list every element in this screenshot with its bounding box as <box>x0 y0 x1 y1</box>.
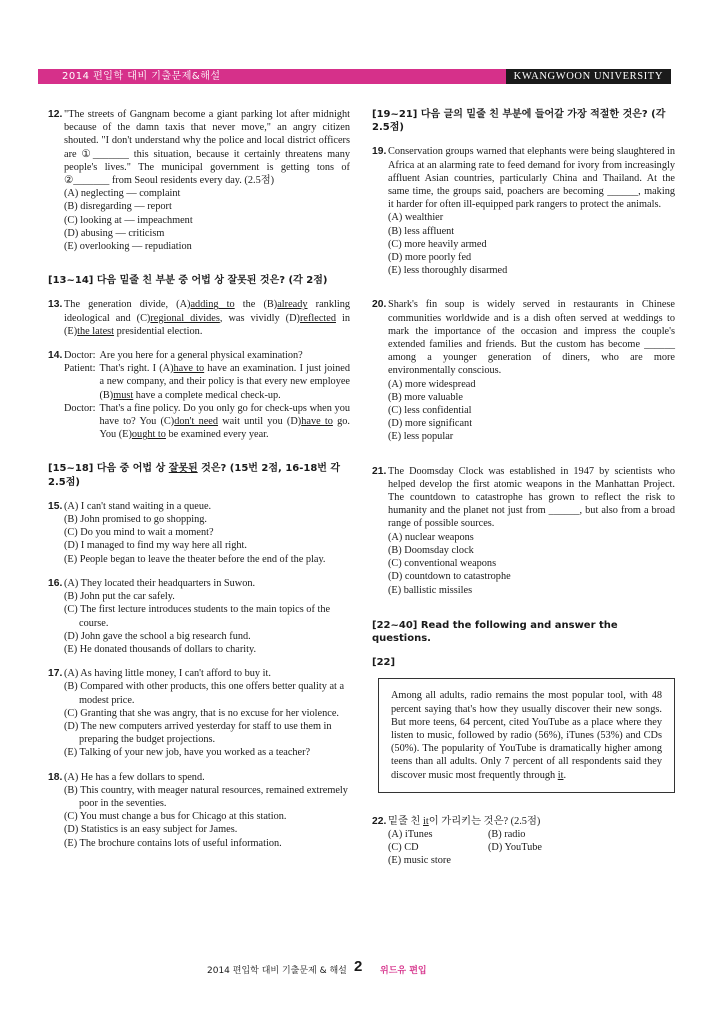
question-number: 19. <box>372 146 387 158</box>
footer-brand: 위드유 편입 <box>380 966 427 976</box>
option-e: (E) He donated thousands of dollars to charity. <box>64 643 257 655</box>
left-column <box>48 108 350 850</box>
question-text: Shark's fin soup is widely served in restaurants in Chinese communities worldwide and is a dish often served at weddings to mark the importance of the occasion and impress the couple's extended families and friends. But the custom has become ______ among a younger generation of diners, who are more environmentally conscious. <box>388 299 675 377</box>
question-number: 20. <box>372 299 387 311</box>
question-text: The generation divide, (A)adding to the (B)already rankling ideological and (C)regional divides, was vividly (D)reflected in (E)the latest presidential election. <box>64 299 351 337</box>
option-c: (C) CD <box>388 842 419 854</box>
option-d: (D) The new computers arrived yesterday for staff to use them in preparing the budget projections. <box>64 720 332 746</box>
speaker-label: Patient: <box>64 363 96 375</box>
option-c: (C) more heavily armed <box>388 238 487 250</box>
question-22 <box>372 815 675 868</box>
option-b: (B) Compared with other products, this one offers better quality at a modest price. <box>64 681 345 706</box>
option-d: (D) Statistics is an easy subject for James. <box>64 824 238 836</box>
question-19 <box>372 145 675 277</box>
footer-title: 2014 편입학 대비 기출문제 & 해설 <box>207 966 347 976</box>
question-text: 밑줄 친 it이 가리키는 것은? (2.5점) <box>388 815 541 827</box>
option-d: (D) more poorly fed <box>388 252 472 264</box>
option-c: (C) Granting that she was angry, that is no excuse for her violence. <box>64 707 339 719</box>
page-number: 2 <box>354 958 363 975</box>
question-number: 16. <box>48 577 63 589</box>
section-heading-19-21: [19~21] 다음 글의 밑줄 친 부분에 들어갈 가장 적절한 것은? (각 2.5점) <box>372 109 666 134</box>
option-d: (D) John gave the school a big research fund. <box>64 630 251 642</box>
option-d: (D) abusing — criticism <box>64 227 165 239</box>
question-21 <box>372 465 675 597</box>
reading-passage: Among all adults, radio remains the most popular tool, with 48 percent saying that's how they usually discover their new songs. But more teens, 64 percent, cited YouTube as a place where they listen to music, followed by radio (56%), iTunes (53%) and CDs (50%). The popularity of YouTube is dramatically higher among teens than all adults. Only 7 percent of all respondents said they discover music most frequently through it. <box>378 678 675 792</box>
question-number: 21. <box>372 465 387 477</box>
option-c: (C) Do you mind to wait a moment? <box>64 527 214 539</box>
dialogue-line <box>64 362 350 402</box>
question-text: The Doomsday Clock was established in 1947 by scientists who helped develop the first atomic weapons in the Manhattan Project. The countdown to catastrophe has grown to reflect the risk to humanity and the planet not just from ______, but also from a broad range of possible sources. <box>388 465 675 530</box>
option-b: (B) less affluent <box>388 225 455 237</box>
section-heading-22-40: [22~40] Read the following and answer the questions. <box>372 619 618 644</box>
option-e: (E) less popular <box>388 431 454 443</box>
option-a: (A) more widespread <box>388 378 476 390</box>
dialogue-text: Are you here for a general physical examination? <box>99 350 303 362</box>
option-e: (E) overlooking — repudiation <box>64 241 192 253</box>
dialogue-line <box>64 349 350 362</box>
question-number: 14. <box>48 350 63 362</box>
question-20 <box>372 298 675 443</box>
option-a: (A) iTunes <box>388 828 433 840</box>
option-e: (E) People began to leave the theater before the end of the play. <box>64 553 326 565</box>
section-heading-15-18: [15~18] 다음 중 어법 상 잘못된 것은? (15번 2점, 16-18번 각 2.5점) <box>48 463 341 488</box>
option-d: (D) countdown to catastrophe <box>388 571 511 583</box>
option-a: (A) As having little money, I can't afford to buy it. <box>64 668 271 680</box>
option-c: (C) The first lecture introduces students to the main topics of the course. <box>64 604 331 629</box>
option-e: (E) Talking of your new job, have you worked as a teacher? <box>64 747 311 759</box>
question-number: 12. <box>48 109 63 120</box>
option-d: (D) YouTube <box>488 842 542 854</box>
option-e: (E) less thoroughly disarmed <box>388 265 508 277</box>
option-b: (B) disregarding — report <box>64 201 172 213</box>
option-c: (C) You must change a bus for Chicago at this station. <box>64 811 287 823</box>
option-a: (A) wealthier <box>388 212 444 224</box>
option-c: (C) looking at — impeachment <box>64 214 193 226</box>
question-15 <box>48 500 350 566</box>
question-17 <box>48 667 350 759</box>
speaker-label: Doctor: <box>64 402 96 414</box>
university-name: KWANGWOON UNIVERSITY <box>506 69 671 84</box>
option-a: (A) neglecting — complaint <box>64 188 181 200</box>
dialogue-line <box>64 402 350 442</box>
question-number: 22. <box>372 815 387 827</box>
question-number: 13. <box>48 299 63 311</box>
speaker-label: Doctor: <box>64 350 96 362</box>
question-number: 15. <box>48 500 63 512</box>
option-e: (E) The brochure contains lots of useful information. <box>64 837 282 849</box>
option-b: (B) more valuable <box>388 391 463 403</box>
question-18 <box>48 771 350 850</box>
option-a: (A) They located their headquarters in Suwon. <box>64 577 256 589</box>
question-22-label: [22] <box>372 657 396 669</box>
section-heading-13-14: [13~14] 다음 밑줄 친 부분 중 어법 상 잘못된 것은? (각 2점) <box>48 275 328 287</box>
option-b: (B) This country, with meager natural resources, remained extremely poor in the seventies. <box>64 784 348 809</box>
question-14 <box>48 349 350 441</box>
page-footer <box>0 958 720 977</box>
question-text: Conservation groups warned that elephants were being slaughtered in Africa at an alarming rate to feed demand for ivory from increasingly affluent Asian countries, particularly China and Thailand. At the same time, the groups said, poachers are becoming ______, making it harder for often ill-equipped park rangers to protect the animals. <box>388 146 675 211</box>
option-d: (D) more significant <box>388 418 473 430</box>
option-b: (B) John put the car safely. <box>64 591 175 603</box>
option-a: (A) I can't stand waiting in a queue. <box>64 500 212 512</box>
question-12 <box>48 108 350 253</box>
option-c: (C) conventional weapons <box>388 558 497 570</box>
header-title: 2014 편입학 대비 기출문제&해설 <box>62 71 221 82</box>
option-d: (D) I managed to find my way here all right. <box>64 540 247 552</box>
question-number: 17. <box>48 668 63 680</box>
question-16 <box>48 577 350 656</box>
dialogue-text: That's a fine policy. Do you only go for check-ups when you have to? You (C)don't need wait until you (D)have to go. You (E)ought to be examined every year. <box>99 402 350 441</box>
question-13 <box>48 298 350 338</box>
option-a: (A) He has a few dollars to spend. <box>64 771 205 783</box>
question-number: 18. <box>48 771 63 783</box>
option-b: (B) John promised to go shopping. <box>64 514 208 526</box>
option-c: (C) less confidential <box>388 405 472 417</box>
option-b: (B) Doomsday clock <box>388 544 474 556</box>
dialogue-text: That's right. I (A)have to have an examination. I just joined a new company, and their policy is that every new employee (B)must have a complete medical check-up. <box>99 363 350 401</box>
option-e: (E) music store <box>388 855 451 867</box>
option-b: (B) radio <box>488 828 526 840</box>
right-column <box>372 108 675 868</box>
question-text: "The streets of Gangnam become a giant parking lot after midnight because of the damn taxis that never move," an angry citizen shouted. "I don't understand why the police and local district officers are ①_______ this situation, because it certainly threatens many people's lives." The municipal government is getting tons of ②_______ from Seoul residents every day. (2.5점) <box>64 109 350 187</box>
option-grid <box>388 828 588 868</box>
option-e: (E) ballistic missiles <box>388 584 473 596</box>
option-a: (A) nuclear weapons <box>388 531 474 543</box>
